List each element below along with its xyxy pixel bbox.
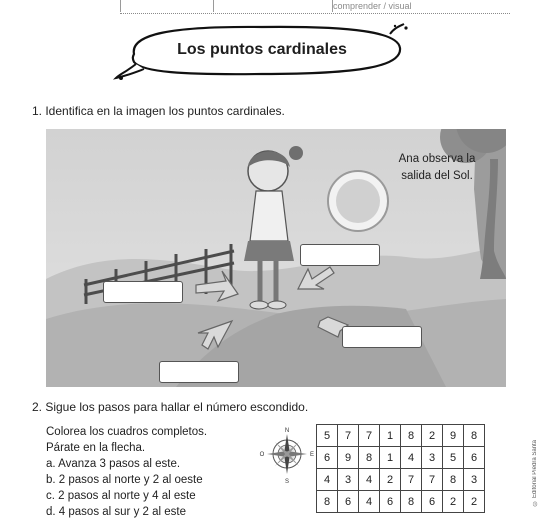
grid-cell[interactable]: 7 bbox=[401, 469, 422, 491]
grid-cell[interactable]: 2 bbox=[422, 425, 443, 447]
title-banner bbox=[112, 20, 412, 80]
grid-cell[interactable]: 6 bbox=[422, 491, 443, 513]
instruction-line: a. Avanza 3 pasos al este. bbox=[46, 458, 181, 470]
caption-line: Ana observa la bbox=[398, 153, 476, 165]
number-grid bbox=[316, 424, 485, 513]
grid-cell[interactable]: 2 bbox=[464, 491, 485, 513]
grid-cell[interactable]: 4 bbox=[401, 447, 422, 469]
grid-row bbox=[317, 491, 485, 513]
grid-cell[interactable]: 6 bbox=[338, 491, 359, 513]
question-2: 2. Sigue los pasos para hallar el número escondido. bbox=[32, 400, 309, 414]
grid-cell[interactable]: 4 bbox=[359, 491, 380, 513]
grid-cell[interactable]: 6 bbox=[317, 447, 338, 469]
grid-cell[interactable]: 6 bbox=[380, 491, 401, 513]
grid-row bbox=[317, 469, 485, 491]
grid-cell[interactable]: 8 bbox=[359, 447, 380, 469]
grid-cell[interactable]: 7 bbox=[338, 425, 359, 447]
question-1: 1. Identifica en la imagen los puntos cardinales. bbox=[32, 104, 285, 118]
instruction-line: d. 4 pasos al sur y 2 al este bbox=[46, 506, 186, 518]
grid-cell[interactable]: 5 bbox=[317, 425, 338, 447]
grid-cell[interactable]: 3 bbox=[422, 447, 443, 469]
illustration bbox=[46, 129, 506, 387]
grid-row bbox=[317, 425, 485, 447]
grid-cell[interactable]: 1 bbox=[380, 425, 401, 447]
grid-cell[interactable]: 5 bbox=[443, 447, 464, 469]
compass-west-label: O bbox=[259, 452, 265, 458]
grid-cell[interactable]: 8 bbox=[401, 425, 422, 447]
sun-icon bbox=[328, 171, 388, 231]
illustration-caption bbox=[382, 151, 492, 185]
instruction-line: Colorea los cuadros completos. bbox=[46, 426, 208, 438]
compass-east-label: E bbox=[309, 452, 315, 458]
instruction-line: Párate en la flecha. bbox=[46, 442, 146, 454]
grid-cell[interactable]: 7 bbox=[422, 469, 443, 491]
grid-cell[interactable]: 8 bbox=[464, 425, 485, 447]
grid-cell[interactable]: 8 bbox=[317, 491, 338, 513]
grid-cell[interactable]: 9 bbox=[338, 447, 359, 469]
answer-box-west[interactable] bbox=[103, 281, 183, 303]
header-divider bbox=[120, 0, 121, 12]
grid-cell[interactable]: 6 bbox=[464, 447, 485, 469]
answer-box-south[interactable] bbox=[159, 361, 239, 383]
grid-cell[interactable]: 2 bbox=[443, 491, 464, 513]
instruction-line: b. 2 pasos al norte y 2 al oeste bbox=[46, 474, 203, 486]
grid-row bbox=[317, 447, 485, 469]
compass-south-label: S bbox=[284, 479, 290, 484]
answer-box-east[interactable] bbox=[342, 326, 422, 348]
answer-box-north[interactable] bbox=[300, 244, 380, 266]
grid-cell[interactable]: 1 bbox=[380, 447, 401, 469]
grid-cell[interactable]: 8 bbox=[443, 469, 464, 491]
grid-cell[interactable]: 8 bbox=[401, 491, 422, 513]
grid-cell[interactable]: 3 bbox=[464, 469, 485, 491]
publisher-credit: © Editorial Piedra Santa bbox=[532, 440, 538, 506]
header-dotted-rule bbox=[120, 13, 510, 14]
header-divider bbox=[213, 0, 214, 12]
compass-north-label: N bbox=[284, 428, 290, 434]
caption-line: salida del Sol. bbox=[401, 170, 473, 182]
header-strip bbox=[0, 0, 550, 16]
instructions-list bbox=[46, 424, 207, 520]
page-title: Los puntos cardinales bbox=[177, 41, 347, 58]
compass-icon bbox=[259, 424, 315, 484]
header-caption: comprender / visual bbox=[333, 1, 412, 11]
grid-cell[interactable]: 4 bbox=[317, 469, 338, 491]
grid-cell[interactable]: 2 bbox=[380, 469, 401, 491]
grid-cell[interactable]: 4 bbox=[359, 469, 380, 491]
grid-cell[interactable]: 7 bbox=[359, 425, 380, 447]
compass-rose bbox=[259, 424, 315, 484]
grid-cell[interactable]: 3 bbox=[338, 469, 359, 491]
grid-cell[interactable]: 9 bbox=[443, 425, 464, 447]
instruction-line: c. 2 pasos al norte y 4 al este bbox=[46, 490, 196, 502]
